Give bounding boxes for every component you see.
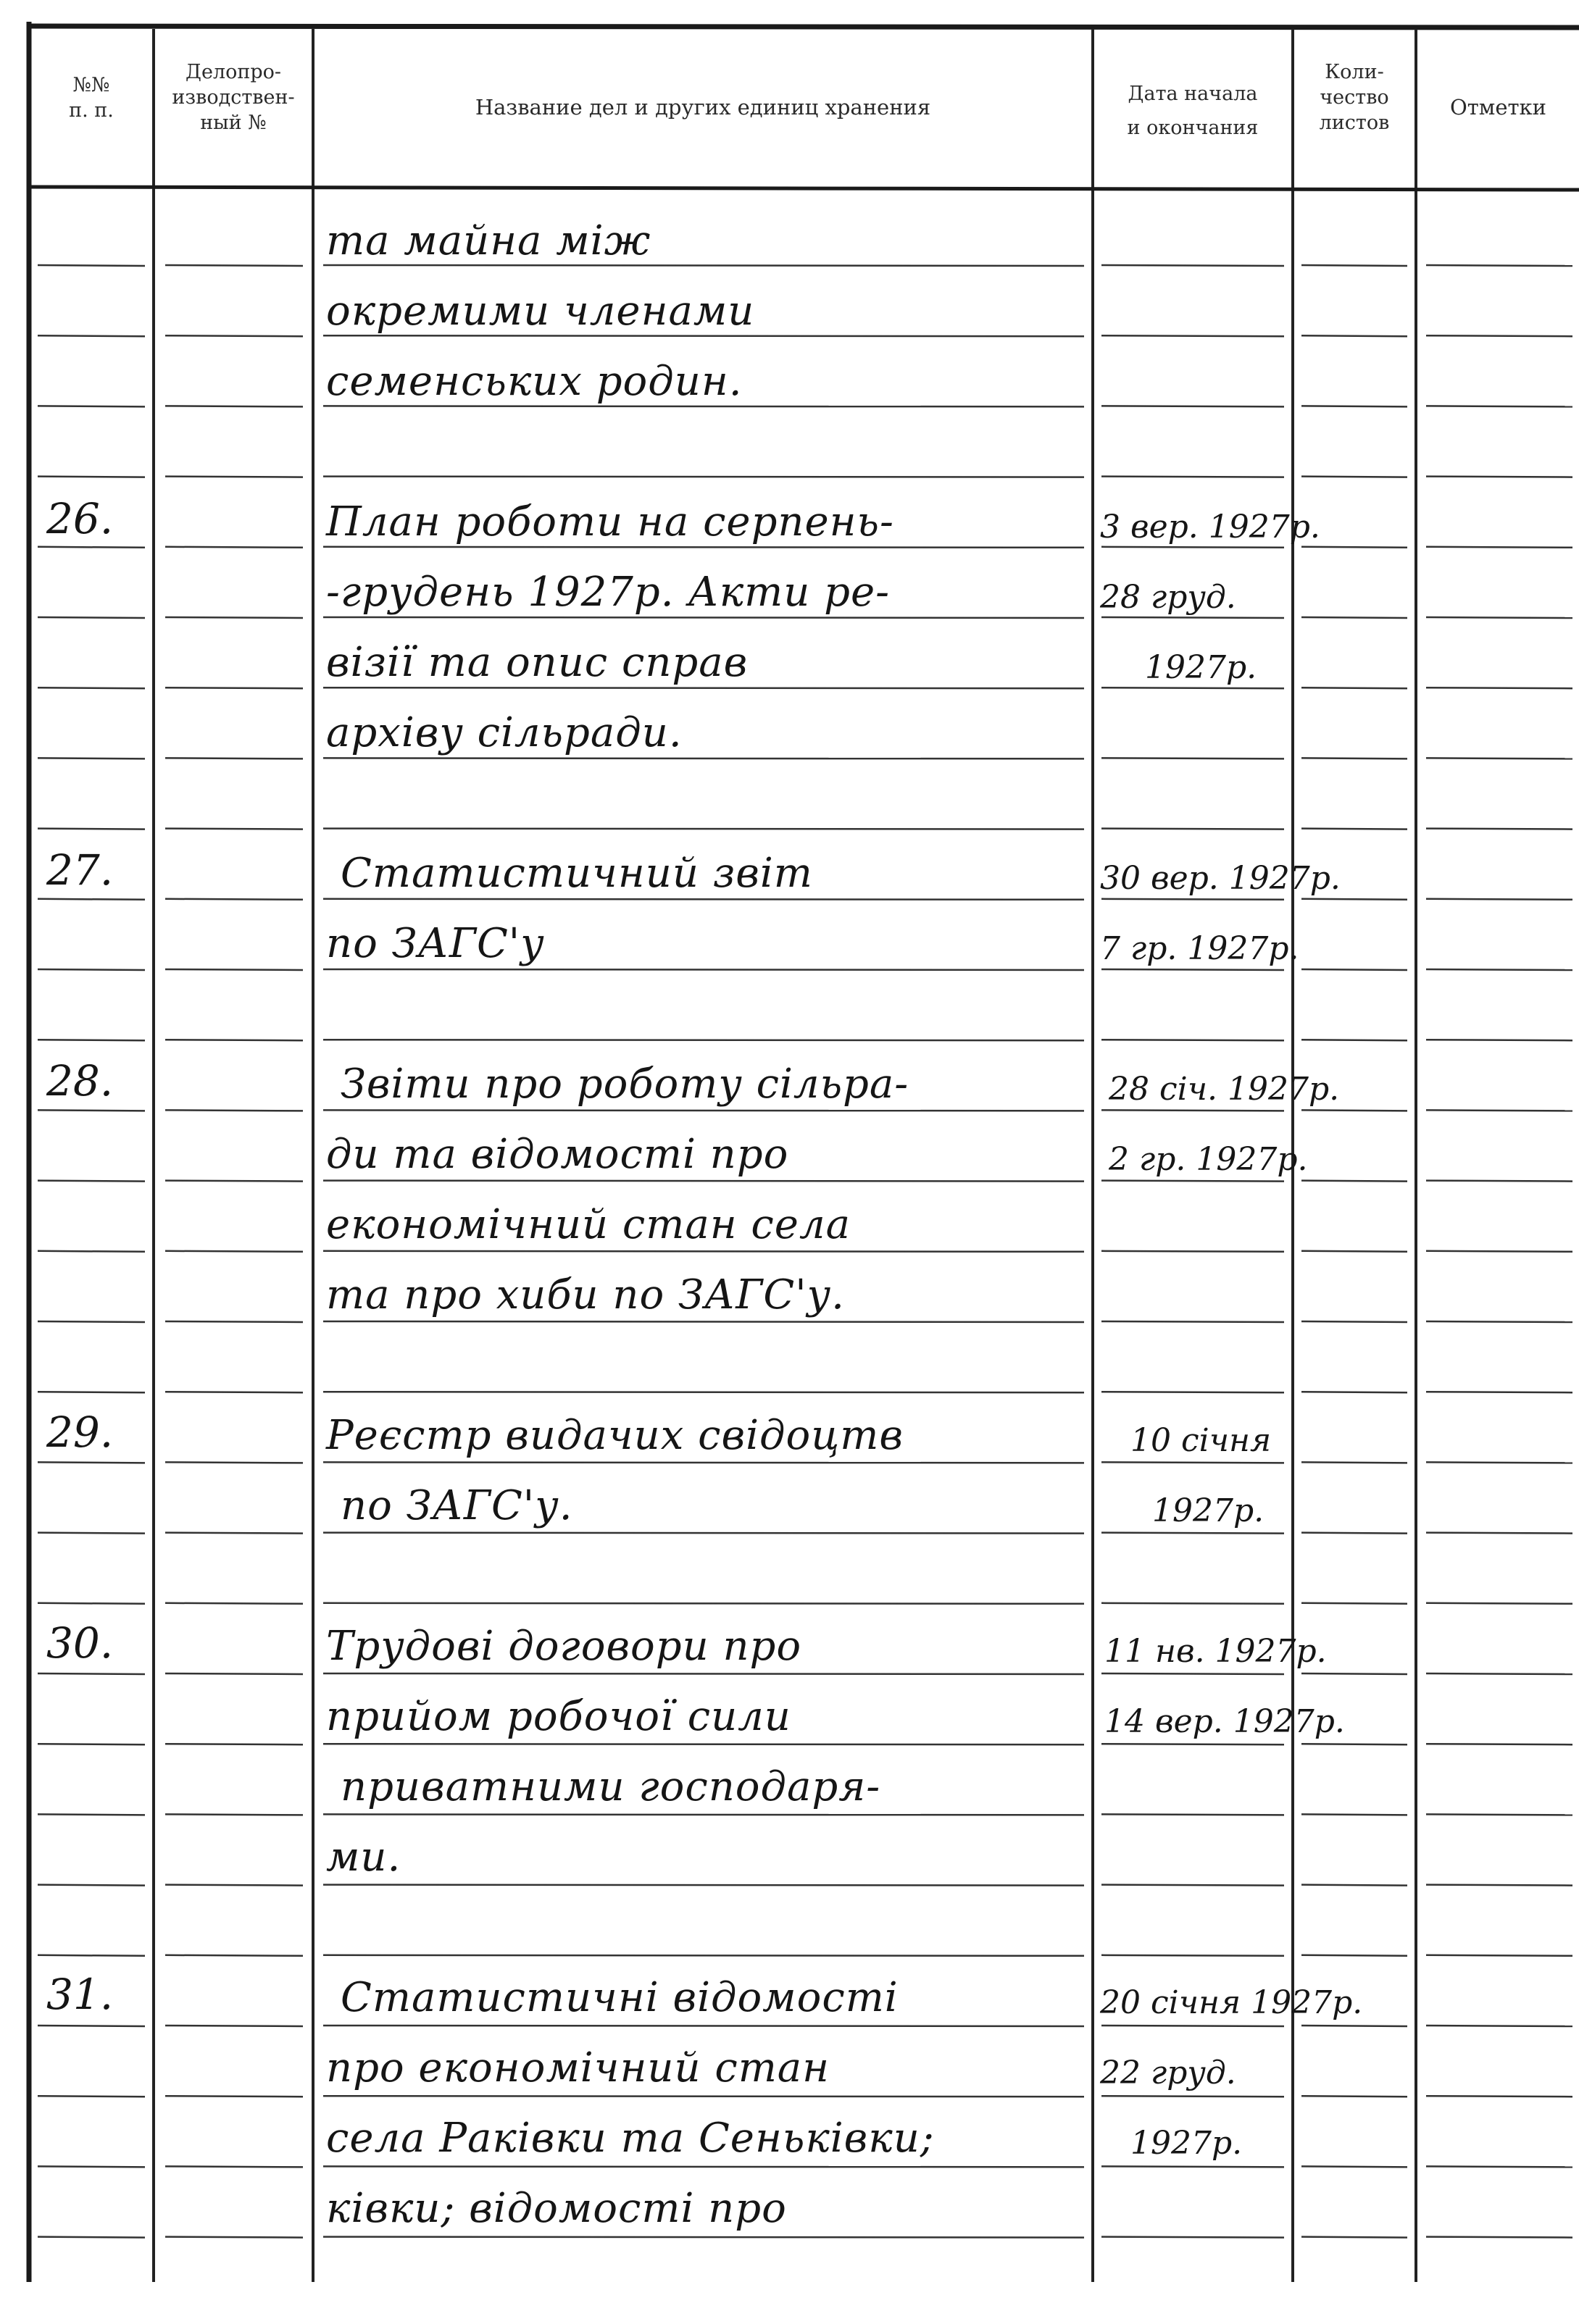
entry-date: 14 вер. 1927р. — [1104, 1703, 1345, 1740]
rule-line — [323, 1181, 1084, 1182]
rule-line — [1101, 1885, 1284, 1886]
rule-line — [1426, 1955, 1572, 1956]
header-title — [316, 94, 1090, 122]
rule-line — [38, 2237, 145, 2238]
rule-line — [1101, 1181, 1284, 1182]
rule-line — [165, 547, 303, 548]
rule-line — [38, 1885, 145, 1886]
rule-line — [323, 335, 1084, 336]
entry-date: 1927р. — [1152, 1492, 1265, 1529]
rule-line — [38, 265, 145, 266]
rule-line — [38, 1533, 145, 1534]
rule-line — [1301, 899, 1407, 900]
rule-line — [1426, 2166, 1572, 2167]
rule-line — [165, 1533, 303, 1534]
rule-line — [323, 1603, 1084, 1604]
rule-line — [38, 2096, 145, 2097]
rule-line — [1101, 1814, 1284, 1815]
header-office-line: Делопро- — [186, 61, 281, 83]
rule-line — [1101, 1603, 1284, 1604]
entry-line: візії та опис справ — [326, 639, 749, 686]
entry-number: 30. — [46, 1618, 114, 1668]
rule-line — [38, 335, 145, 336]
rule-line — [1301, 969, 1407, 970]
rule-line — [1301, 2166, 1407, 2167]
entry-number: 27. — [46, 845, 114, 895]
header-count-line: Коли- — [1325, 61, 1384, 83]
entry-line: Реєстр видачих свідоцтв — [326, 1412, 904, 1459]
header-dates-line: и окончания — [1127, 117, 1259, 140]
rule-line — [1426, 335, 1572, 336]
rule-line — [1301, 335, 1407, 336]
header-notes-text: Отметки — [1449, 95, 1547, 120]
rule-line — [1426, 2237, 1572, 2238]
entry-date: 20 січня 1927р. — [1100, 1984, 1363, 2021]
rule-line — [165, 969, 303, 970]
rule-line — [1426, 687, 1572, 688]
header-title-text: Название дел и других единиц хранения — [475, 95, 931, 120]
entry-line: приватними господаря- — [341, 1763, 881, 1810]
entry-line: економічний стан села — [326, 1201, 851, 1248]
rule-line — [1301, 265, 1407, 266]
rule-line — [1301, 1533, 1407, 1534]
rule-line — [1101, 335, 1284, 336]
rule-line — [165, 2237, 303, 2238]
entry-line: та майна між — [326, 217, 651, 264]
entry-line: ди та відомості про — [326, 1131, 789, 1178]
entry-line: архіву сільради. — [326, 709, 683, 756]
rule-line — [1426, 1533, 1572, 1534]
rule-line — [323, 2237, 1084, 2238]
rule-line — [38, 1814, 145, 1815]
rule-line — [1101, 2096, 1284, 2097]
rule-line — [323, 969, 1084, 970]
rule-line — [1301, 1462, 1407, 1463]
entry-line: та про хиби по ЗАГС'у. — [326, 1271, 845, 1318]
outer-border — [28, 22, 1579, 2282]
rule-line — [1426, 1181, 1572, 1182]
header-notes — [1417, 94, 1579, 122]
rule-line — [1301, 1321, 1407, 1322]
entry-number: 26. — [46, 494, 114, 543]
rule-line — [38, 687, 145, 688]
header-count-line: чество — [1320, 86, 1389, 109]
rule-line — [165, 1603, 303, 1604]
header-office-line: изводствен- — [172, 86, 295, 109]
entry-line: села Раківки та Сеньківки; — [326, 2115, 935, 2162]
rule-line — [165, 1814, 303, 1815]
rule-line — [165, 1885, 303, 1886]
rule-line — [38, 2166, 145, 2167]
rule-line — [38, 547, 145, 548]
entry-line: прийом робочої сили — [326, 1693, 791, 1740]
rule-line — [1301, 1955, 1407, 1956]
rule-line — [1426, 1251, 1572, 1252]
rule-line — [1426, 265, 1572, 266]
rule-line — [323, 687, 1084, 688]
rule-line — [38, 1321, 145, 1322]
rule-line — [38, 1110, 145, 1111]
rule-line — [323, 1251, 1084, 1252]
entry-line: ми. — [326, 1834, 401, 1881]
rule-line — [323, 2166, 1084, 2167]
rule-line — [323, 2096, 1084, 2097]
entry-line: Трудові договори про — [326, 1623, 802, 1670]
header-count-line: листов — [1319, 112, 1390, 135]
entry-line: по ЗАГС'у — [326, 920, 545, 967]
rule-line — [1101, 1955, 1284, 1956]
entry-date: 7 гр. 1927р. — [1100, 930, 1299, 967]
rule-line — [1301, 1251, 1407, 1252]
rule-line — [38, 1955, 145, 1956]
entry-line: План роботи на серпень- — [326, 498, 894, 546]
rule-line — [1426, 1673, 1572, 1674]
rule-line — [323, 899, 1084, 900]
entry-number: 29. — [46, 1408, 114, 1457]
rule-line — [323, 265, 1084, 266]
rule-line — [1301, 1110, 1407, 1111]
entry-line: про економічний стан — [326, 2044, 830, 2091]
rule-line — [1426, 969, 1572, 970]
rule-line — [1101, 1673, 1284, 1674]
rule-line — [1301, 687, 1407, 688]
entry-number: 31. — [46, 1970, 114, 2019]
rule-line — [323, 1955, 1084, 1956]
rule-line — [1101, 2166, 1284, 2167]
rule-line — [38, 1181, 145, 1182]
rule-line — [165, 2166, 303, 2167]
rule-line — [1426, 1603, 1572, 1604]
rule-line — [38, 1673, 145, 1674]
rule-line — [38, 617, 145, 618]
entry-line: -грудень 1927р. Акти ре- — [326, 569, 891, 616]
header-sheet-count — [1294, 59, 1415, 135]
rule-line — [165, 899, 303, 900]
rule-line — [1301, 2096, 1407, 2097]
rule-line — [1101, 547, 1284, 548]
rule-line — [323, 617, 1084, 618]
rule-line — [165, 1110, 303, 1111]
rule-line — [1101, 969, 1284, 970]
header-rule — [29, 187, 1579, 190]
rule-line — [165, 265, 303, 266]
rule-line — [323, 1110, 1084, 1111]
rule-line — [165, 1955, 303, 1956]
rule-line — [1301, 1603, 1407, 1604]
header-num — [32, 72, 151, 123]
rule-line — [1101, 1251, 1284, 1252]
rule-line — [1426, 2096, 1572, 2097]
entry-date: 28 січ. 1927р. — [1109, 1071, 1340, 1108]
row-rules — [38, 265, 1572, 2238]
rule-line — [1101, 1110, 1284, 1111]
header-office-number — [155, 59, 312, 135]
entry-date: 10 січня — [1130, 1422, 1272, 1459]
header-office-line: ный № — [200, 112, 267, 135]
rule-line — [1101, 1321, 1284, 1322]
rule-line — [323, 1533, 1084, 1534]
entry-date: 30 вер. 1927р. — [1100, 860, 1341, 897]
rule-line — [165, 1251, 303, 1252]
rule-line — [165, 1673, 303, 1674]
rule-line — [38, 899, 145, 900]
rule-line — [1301, 547, 1407, 548]
rule-line — [1301, 2237, 1407, 2238]
entry-date: 3 вер. 1927р. — [1100, 509, 1320, 546]
header-dates — [1094, 77, 1291, 146]
entry-line: семенських родин. — [326, 358, 743, 405]
entry-date: 22 груд. — [1100, 2055, 1236, 2091]
rule-line — [1426, 1110, 1572, 1111]
rule-line — [165, 2096, 303, 2097]
entry-line: окремими членами — [326, 288, 755, 335]
entry-date: 1927р. — [1145, 649, 1257, 686]
rule-line — [1301, 1673, 1407, 1674]
rule-line — [323, 1462, 1084, 1463]
rule-line — [1426, 899, 1572, 900]
entry-line: Статистичні відомості — [341, 1974, 899, 2021]
rule-line — [323, 1673, 1084, 1674]
rule-line — [165, 617, 303, 618]
rule-line — [165, 335, 303, 336]
rule-line — [323, 1814, 1084, 1815]
entry-line: Статистичний звіт — [341, 850, 813, 897]
entry-date: 2 гр. 1927р. — [1109, 1141, 1308, 1178]
rule-line — [165, 1462, 303, 1463]
rule-line — [1101, 617, 1284, 618]
rule-line — [1301, 1814, 1407, 1815]
rule-line — [1426, 547, 1572, 548]
header-dates-line: Дата начала — [1128, 83, 1258, 105]
rule-line — [38, 1462, 145, 1463]
rule-line — [1301, 617, 1407, 618]
rule-line — [165, 1321, 303, 1322]
rule-line — [1101, 1533, 1284, 1534]
entry-date: 1927р. — [1130, 2125, 1243, 2162]
entry-date: 11 нв. 1927р. — [1104, 1633, 1327, 1670]
rule-line — [1426, 1321, 1572, 1322]
rule-line — [323, 547, 1084, 548]
entry-date: 28 груд. — [1100, 579, 1236, 616]
rule-line — [1301, 1885, 1407, 1886]
rule-line — [1101, 1462, 1284, 1463]
header-num-line: п. п. — [69, 99, 114, 122]
rule-line — [38, 1603, 145, 1604]
rule-line — [323, 1885, 1084, 1886]
rule-line — [1101, 2237, 1284, 2238]
rule-line — [1426, 1885, 1572, 1886]
entry-line: Звіти про роботу сільра- — [341, 1061, 909, 1108]
entry-line: по ЗАГС'у. — [341, 1482, 573, 1529]
header-num-line: №№ — [72, 74, 110, 96]
rule-line — [38, 969, 145, 970]
rule-line — [1426, 1462, 1572, 1463]
rule-line — [38, 1251, 145, 1252]
rule-line — [323, 1321, 1084, 1322]
rule-line — [1426, 1814, 1572, 1815]
entry-number: 28. — [46, 1056, 114, 1105]
rule-line — [1101, 899, 1284, 900]
rule-line — [165, 687, 303, 688]
rule-line — [1101, 687, 1284, 688]
rule-line — [165, 1181, 303, 1182]
rule-line — [1301, 1181, 1407, 1182]
rule-line — [1101, 265, 1284, 266]
rule-line — [1426, 617, 1572, 618]
entry-line: ківки; відомості про — [326, 2185, 787, 2232]
